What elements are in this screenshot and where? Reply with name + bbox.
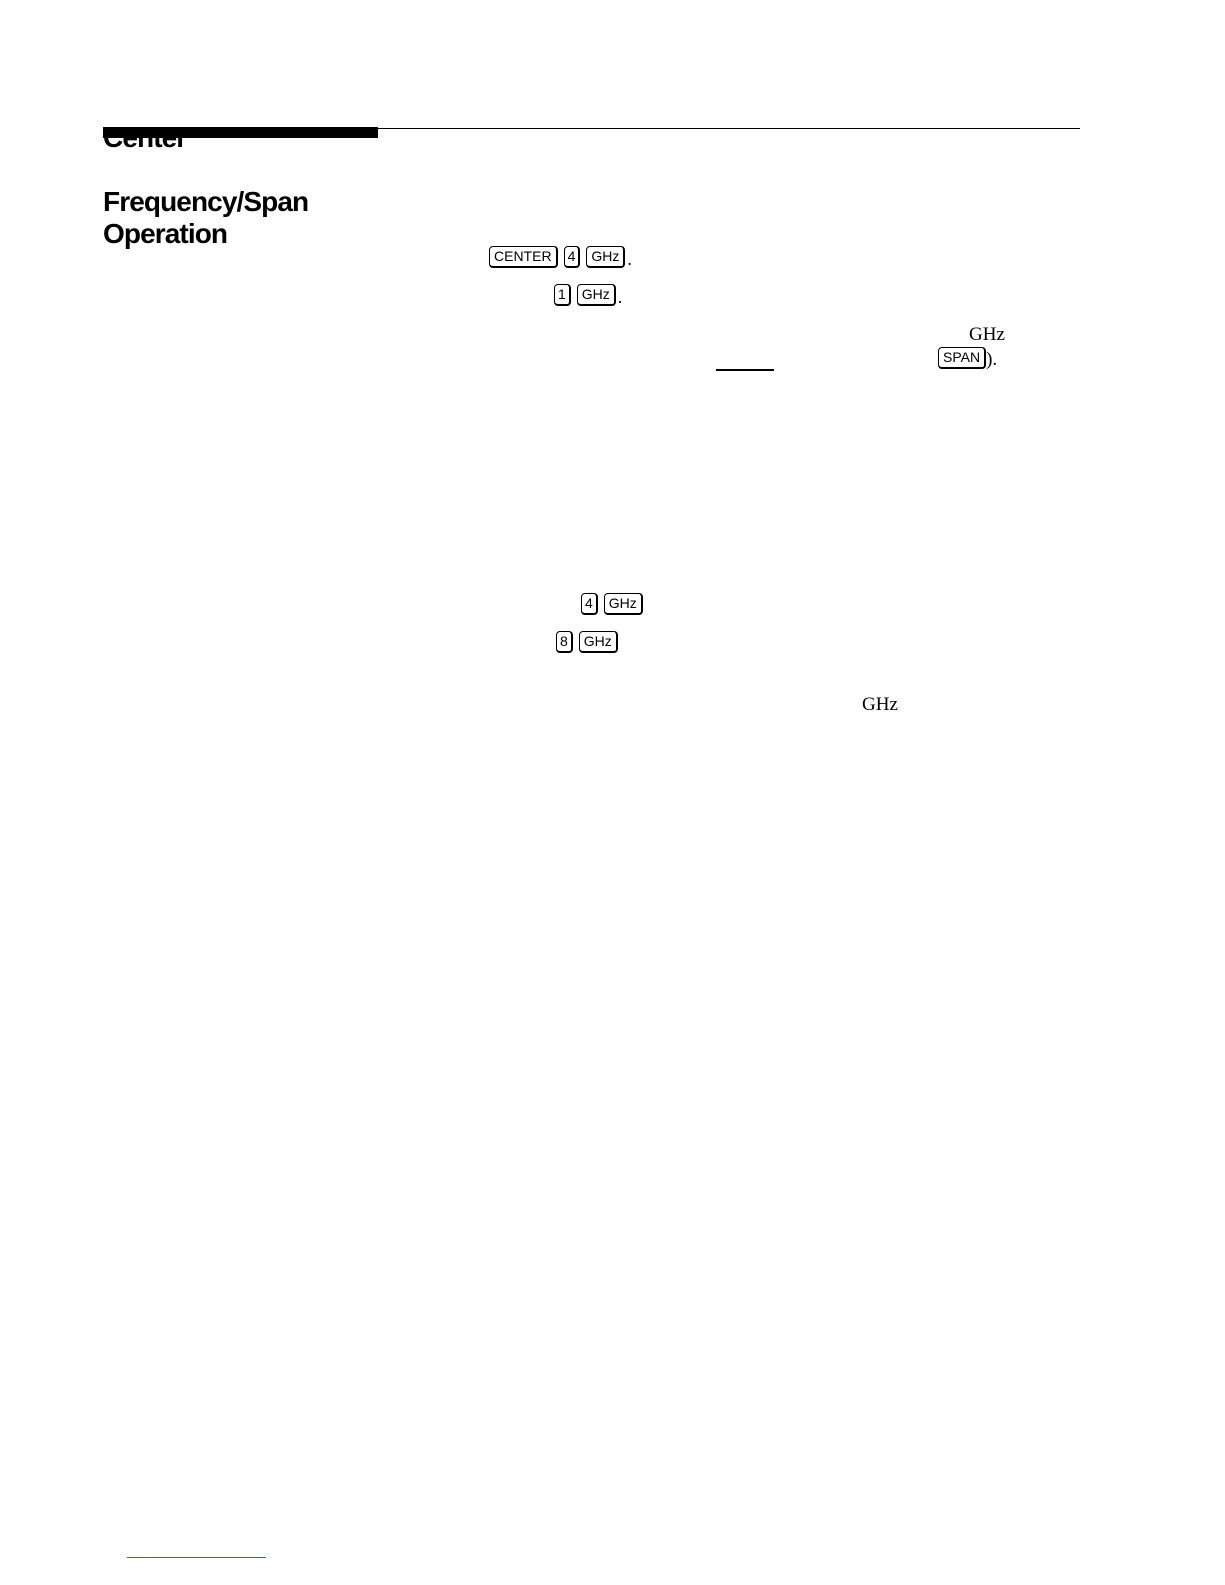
key-1[interactable]: 1 [554,284,571,306]
header-rule-thin [378,128,1080,129]
key-ghz[interactable]: GHz [577,284,616,306]
bottom-link-underline [127,1557,266,1558]
keyseq-span [938,347,997,369]
key-ghz[interactable]: GHz [604,593,643,615]
key-center[interactable]: CENTER [489,246,558,268]
ghz-unit-text-2: GHz [862,694,898,715]
underline-mark [716,369,774,371]
heading-line-cut [103,122,223,153]
key-span[interactable]: SPAN [938,347,986,369]
period: . [617,287,623,307]
heading-line1: Frequency/Span [103,186,309,217]
keyseq-center-4ghz [489,246,632,268]
heading-line2: Operation [103,218,228,249]
heading-line0: Center [103,122,187,153]
key-4[interactable]: 4 [564,246,581,268]
keyseq-4ghz [581,593,649,615]
key-4[interactable]: 4 [581,593,598,615]
span-close-paren: ). [986,349,998,370]
ghz-unit-text: GHz [969,324,1005,345]
key-ghz[interactable]: GHz [586,246,625,268]
keyseq-8ghz [556,631,624,653]
period: . [627,249,632,269]
key-ghz[interactable]: GHz [579,631,618,653]
key-8[interactable]: 8 [556,631,573,653]
keyseq-1ghz [554,284,622,306]
